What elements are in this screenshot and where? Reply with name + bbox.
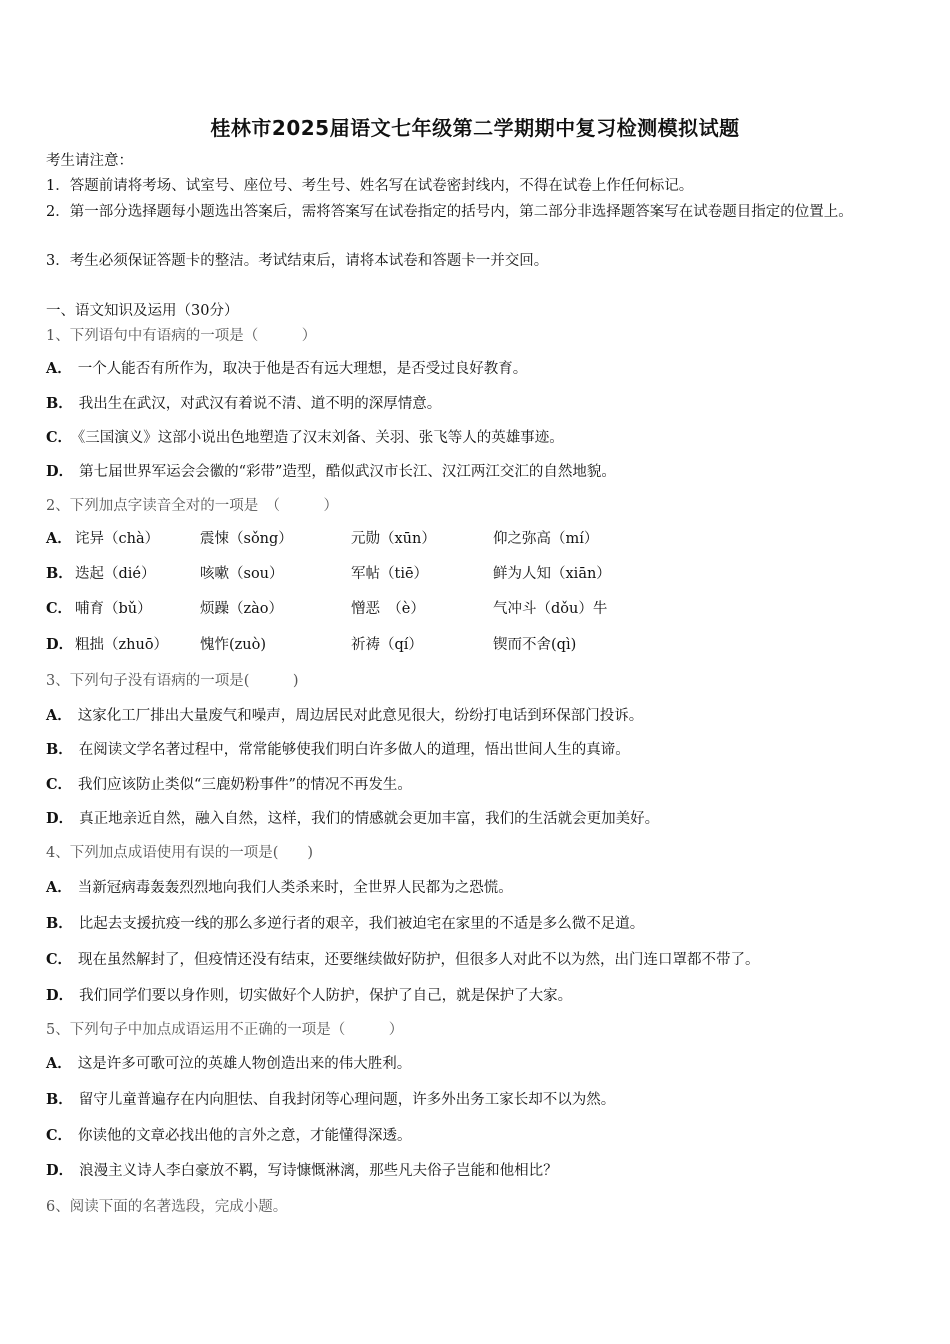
option-text: 比起去支援抗疫一线的那么多逆行者的艰辛，我们被迫宅在家里的不适是多么微不足道。 (78, 916, 645, 932)
option-text: 在阅读文学名著过程中，常常能够使我们明白许多做人的道理，悟出世间人生的真谛。 (78, 742, 630, 758)
option-text: 我出生在武汉，对武汉有着说不清、道不明的深厚情意。 (78, 396, 442, 412)
question-1-option-d (46, 461, 616, 483)
question-5-option-c (46, 1125, 412, 1147)
option-cell: 震悚（sǒng） (200, 531, 293, 547)
section-heading: 一、语文知识及运用（30分） (46, 303, 239, 319)
option-cell: 气冲斗（dǒu）牛 (493, 601, 608, 617)
option-label: B． (46, 915, 73, 932)
question-2-stem: 2、下列加点字读音全对的一项是 （ ） (46, 498, 338, 514)
option-label: A． (46, 530, 72, 547)
option-text: 我们应该防止类似“三鹿奶粉事件”的情况不再发生。 (78, 777, 412, 793)
question-5-option-d (46, 1160, 558, 1182)
option-cell: 粗拙（zhuō） (75, 637, 169, 653)
option-label: C． (46, 951, 73, 968)
option-cell: 元勋（xūn） (351, 531, 436, 547)
question-1-stem: 1、下列语句中有语病的一项是（ ） (46, 328, 317, 344)
option-cell: 祈祷（qí） (351, 637, 423, 653)
question-3-option-a (46, 705, 643, 727)
option-text: 浪漫主义诗人李白豪放不羁，写诗慷慨淋漓，那些凡夫俗子岂能和他相比？ (79, 1163, 558, 1179)
option-text: 第七届世界军运会会徽的“彩带”造型，酷似武汉市长江、汉江两江交汇的自然地貌。 (79, 464, 616, 480)
option-cell: 愧怍(zuò) (200, 637, 267, 653)
option-label: A． (46, 879, 72, 896)
option-text: 这是许多可歌可泣的英雄人物创造出来的伟大胜利。 (77, 1056, 412, 1072)
question-1-option-c (46, 427, 564, 449)
option-label: D． (46, 1162, 74, 1179)
option-cell: 迭起（dié） (75, 566, 156, 582)
question-3-stem: 3、下列句子没有语病的一项是( ) (46, 673, 299, 689)
question-1-option-b (46, 393, 441, 415)
question-5-stem: 5、下列句子中加点成语运用不正确的一项是（ ） (46, 1022, 404, 1038)
notice-item-2: 2．第一部分选择题每小题选出答案后，需将答案写在试卷指定的括号内，第二部分非选择题答案写在试卷题目指定的位置上。 (46, 204, 853, 220)
option-cell: 军帖（tiē） (351, 566, 429, 582)
option-text: 《三国演义》这部小说出色地塑造了汉末刘备、关羽、张飞等人的英雄事迹。 (78, 430, 564, 446)
option-cell: 咳嗽（sou） (200, 566, 284, 582)
option-label: A． (46, 707, 72, 724)
question-6-stem: 6、阅读下面的名著选段，完成小题。 (46, 1199, 288, 1215)
option-label: B． (46, 395, 73, 412)
option-label: D． (46, 636, 74, 653)
option-text: 当新冠病毒轰轰烈烈地向我们人类杀来时，全世界人民都为之恐慌。 (77, 880, 513, 896)
option-text: 一个人能否有所作为，取决于他是否有远大理想，是否受过良好教育。 (77, 361, 528, 377)
notice-item-3: 3．考生必须保证答题卡的整洁。考试结束后，请将本试卷和答题卡一并交回。 (46, 253, 549, 269)
option-label: A． (46, 360, 72, 377)
option-text: 真正地亲近自然，融入自然，这样，我们的情感就会更加丰富，我们的生活就会更加美好。 (79, 811, 660, 827)
option-label: A． (46, 1055, 72, 1072)
option-cell: 仰之弥高（mí） (493, 531, 599, 547)
option-label: D． (46, 463, 74, 480)
option-cell: 憎恶 （è） (351, 601, 425, 617)
option-text: 留守儿童普遍存在内向胆怯、自我封闭等心理问题，许多外出务工家长却不以为然。 (78, 1092, 616, 1108)
option-text: 你读他的文章必找出他的言外之意，才能懂得深透。 (78, 1128, 412, 1144)
option-label: B． (46, 565, 73, 582)
option-cell: 哺育（bǔ） (75, 601, 152, 617)
option-label: C． (46, 776, 73, 793)
page-title: 桂林市2025届语文七年级第二学期期中复习检测模拟试题 (210, 116, 740, 140)
question-4-option-a (46, 877, 513, 899)
option-label: C． (46, 1127, 73, 1144)
question-3-option-c (46, 774, 412, 796)
option-cell: 锲而不舍(qì) (493, 637, 577, 653)
question-1-option-a (46, 358, 527, 380)
notice-item-1: 1．答题前请将考场、试室号、座位号、考生号、姓名写在试卷密封线内，不得在试卷上作任何标记。 (46, 178, 694, 194)
question-5-option-a (46, 1053, 411, 1075)
option-cell: 诧异（chà） (75, 531, 160, 547)
question-3-option-d (46, 808, 659, 830)
question-3-option-b (46, 739, 630, 761)
question-4-option-d (46, 985, 572, 1007)
option-text: 这家化工厂排出大量废气和噪声，周边居民对此意见很大，纷纷打电话到环保部门投诉。 (77, 708, 644, 724)
question-4-option-b (46, 913, 644, 935)
option-text: 我们同学们要以身作则，切实做好个人防护，保护了自己，就是保护了大家。 (79, 988, 573, 1004)
option-label: C． (46, 600, 73, 617)
option-cell: 鲜为人知（xiān） (493, 566, 611, 582)
option-text: 现在虽然解封了，但疫情还没有结束，还要继续做好防护，但很多人对此不以为然，出门连口罩都不带了。 (78, 952, 760, 968)
option-label: D． (46, 810, 74, 827)
option-label: C． (46, 429, 73, 446)
option-label: B． (46, 741, 73, 758)
option-cell: 烦躁（zào） (200, 601, 284, 617)
question-4-option-c (46, 949, 760, 971)
question-4-stem: 4、下列加点成语使用有误的一项是( ) (46, 845, 314, 861)
notice-heading: 考生请注意： (46, 153, 133, 169)
option-label: B． (46, 1091, 73, 1108)
question-5-option-b (46, 1089, 615, 1111)
option-label: D． (46, 987, 74, 1004)
